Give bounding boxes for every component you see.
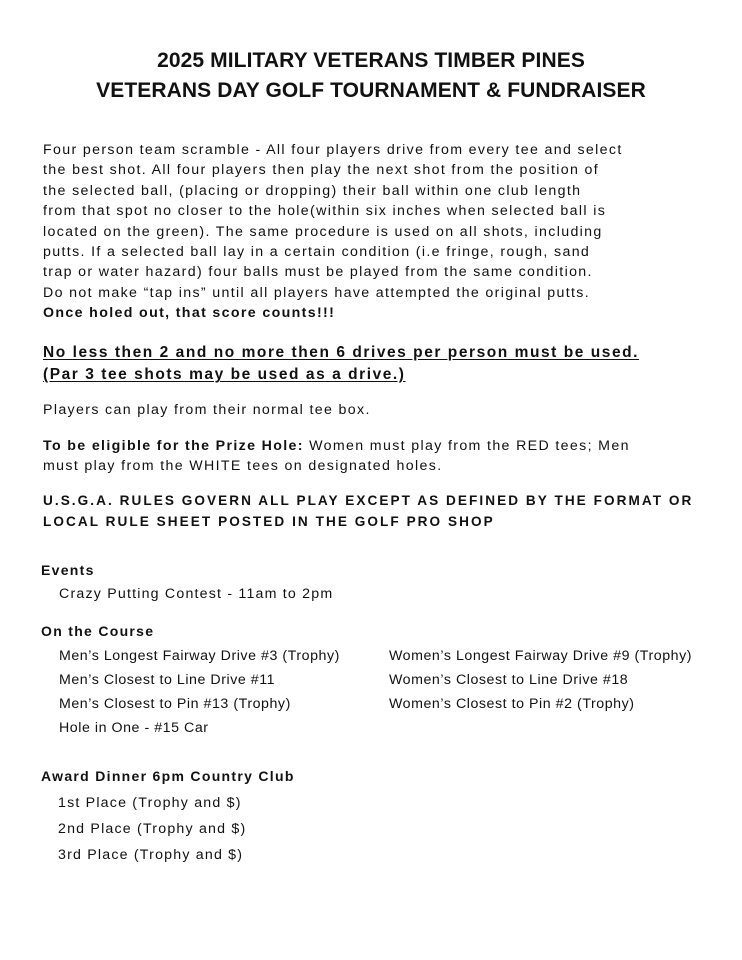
course-contest-item: Men’s Closest to Pin #13 (Trophy) (59, 696, 291, 712)
tee-box-text: Players can play from their normal tee box. (43, 402, 371, 418)
course-contest-item: Women’s Longest Fairway Drive #9 (Trophy) (389, 648, 692, 664)
format-line: the best shot. All four players then play the next shot from the position of (43, 162, 600, 179)
event-item: Crazy Putting Contest - 11am to 2pm (59, 586, 334, 602)
award-item: 1st Place (Trophy and $) (58, 795, 242, 811)
drives-rule-line-2: (Par 3 tee shots may be used as a drive.) (43, 366, 406, 383)
prize-hole-line-2: must play from the WHITE tees on designated holes. (43, 458, 443, 475)
usga-rules-notice (43, 491, 733, 532)
title-line-1: 2025 MILITARY VETERANS TIMBER PINES (157, 49, 585, 72)
usga-rules-line-1: U.S.G.A. RULES GOVERN ALL PLAY EXCEPT AS DEFINED BY THE FORMAT OR (43, 493, 694, 508)
format-line: putts. If a selected ball lay in a certain condition (i.e fringe, rough, sand (43, 244, 591, 261)
course-contest-item: Hole in One - #15 Car (59, 720, 209, 736)
course-contest-item: Men’s Longest Fairway Drive #3 (Trophy) (59, 648, 340, 664)
drives-rule (43, 342, 733, 386)
format-line: trap or water hazard) four balls must be played from the same condition. (43, 264, 593, 281)
drives-rule-line-1: No less then 2 and no more then 6 drives per person must be used. (43, 344, 640, 361)
award-dinner-heading: Award Dinner 6pm Country Club (41, 768, 295, 784)
format-line: Do not make “tap ins” until all players have attempted the original putts. (43, 284, 591, 301)
usga-rules-line-2: LOCAL RULE SHEET POSTED IN THE GOLF PRO SHOP (43, 513, 495, 529)
prize-hole-label: To be eligible for the Prize Hole: (43, 438, 304, 454)
prize-hole-eligibility (43, 436, 723, 477)
course-contest-item: Women’s Closest to Pin #2 (Trophy) (389, 696, 635, 712)
prize-hole-line-1: Women must play from the RED tees; Men (303, 438, 630, 454)
events-heading: Events (41, 562, 95, 578)
award-item: 2nd Place (Trophy and $) (58, 821, 247, 837)
course-contest-item: Women’s Closest to Line Drive #18 (389, 672, 629, 688)
score-counts-note: Once holed out, that score counts!!! (43, 305, 336, 322)
format-line: Four person team scramble - All four players drive from every tee and select (43, 142, 623, 158)
award-item: 3rd Place (Trophy and $) (58, 847, 244, 863)
format-line: from that spot no closer to the hole(within six inches when selected ball is (43, 203, 607, 220)
title-line-2: VETERANS DAY GOLF TOURNAMENT & FUNDRAISER (96, 79, 646, 102)
format-line: located on the green). The same procedure is used on all shots, including (43, 223, 603, 240)
format-line: the selected ball, (placing or dropping) their ball within one club length (43, 182, 582, 199)
on-the-course-heading: On the Course (41, 623, 155, 639)
course-contest-item: Men’s Closest to Line Drive #11 (59, 672, 276, 688)
format-description (43, 140, 723, 324)
